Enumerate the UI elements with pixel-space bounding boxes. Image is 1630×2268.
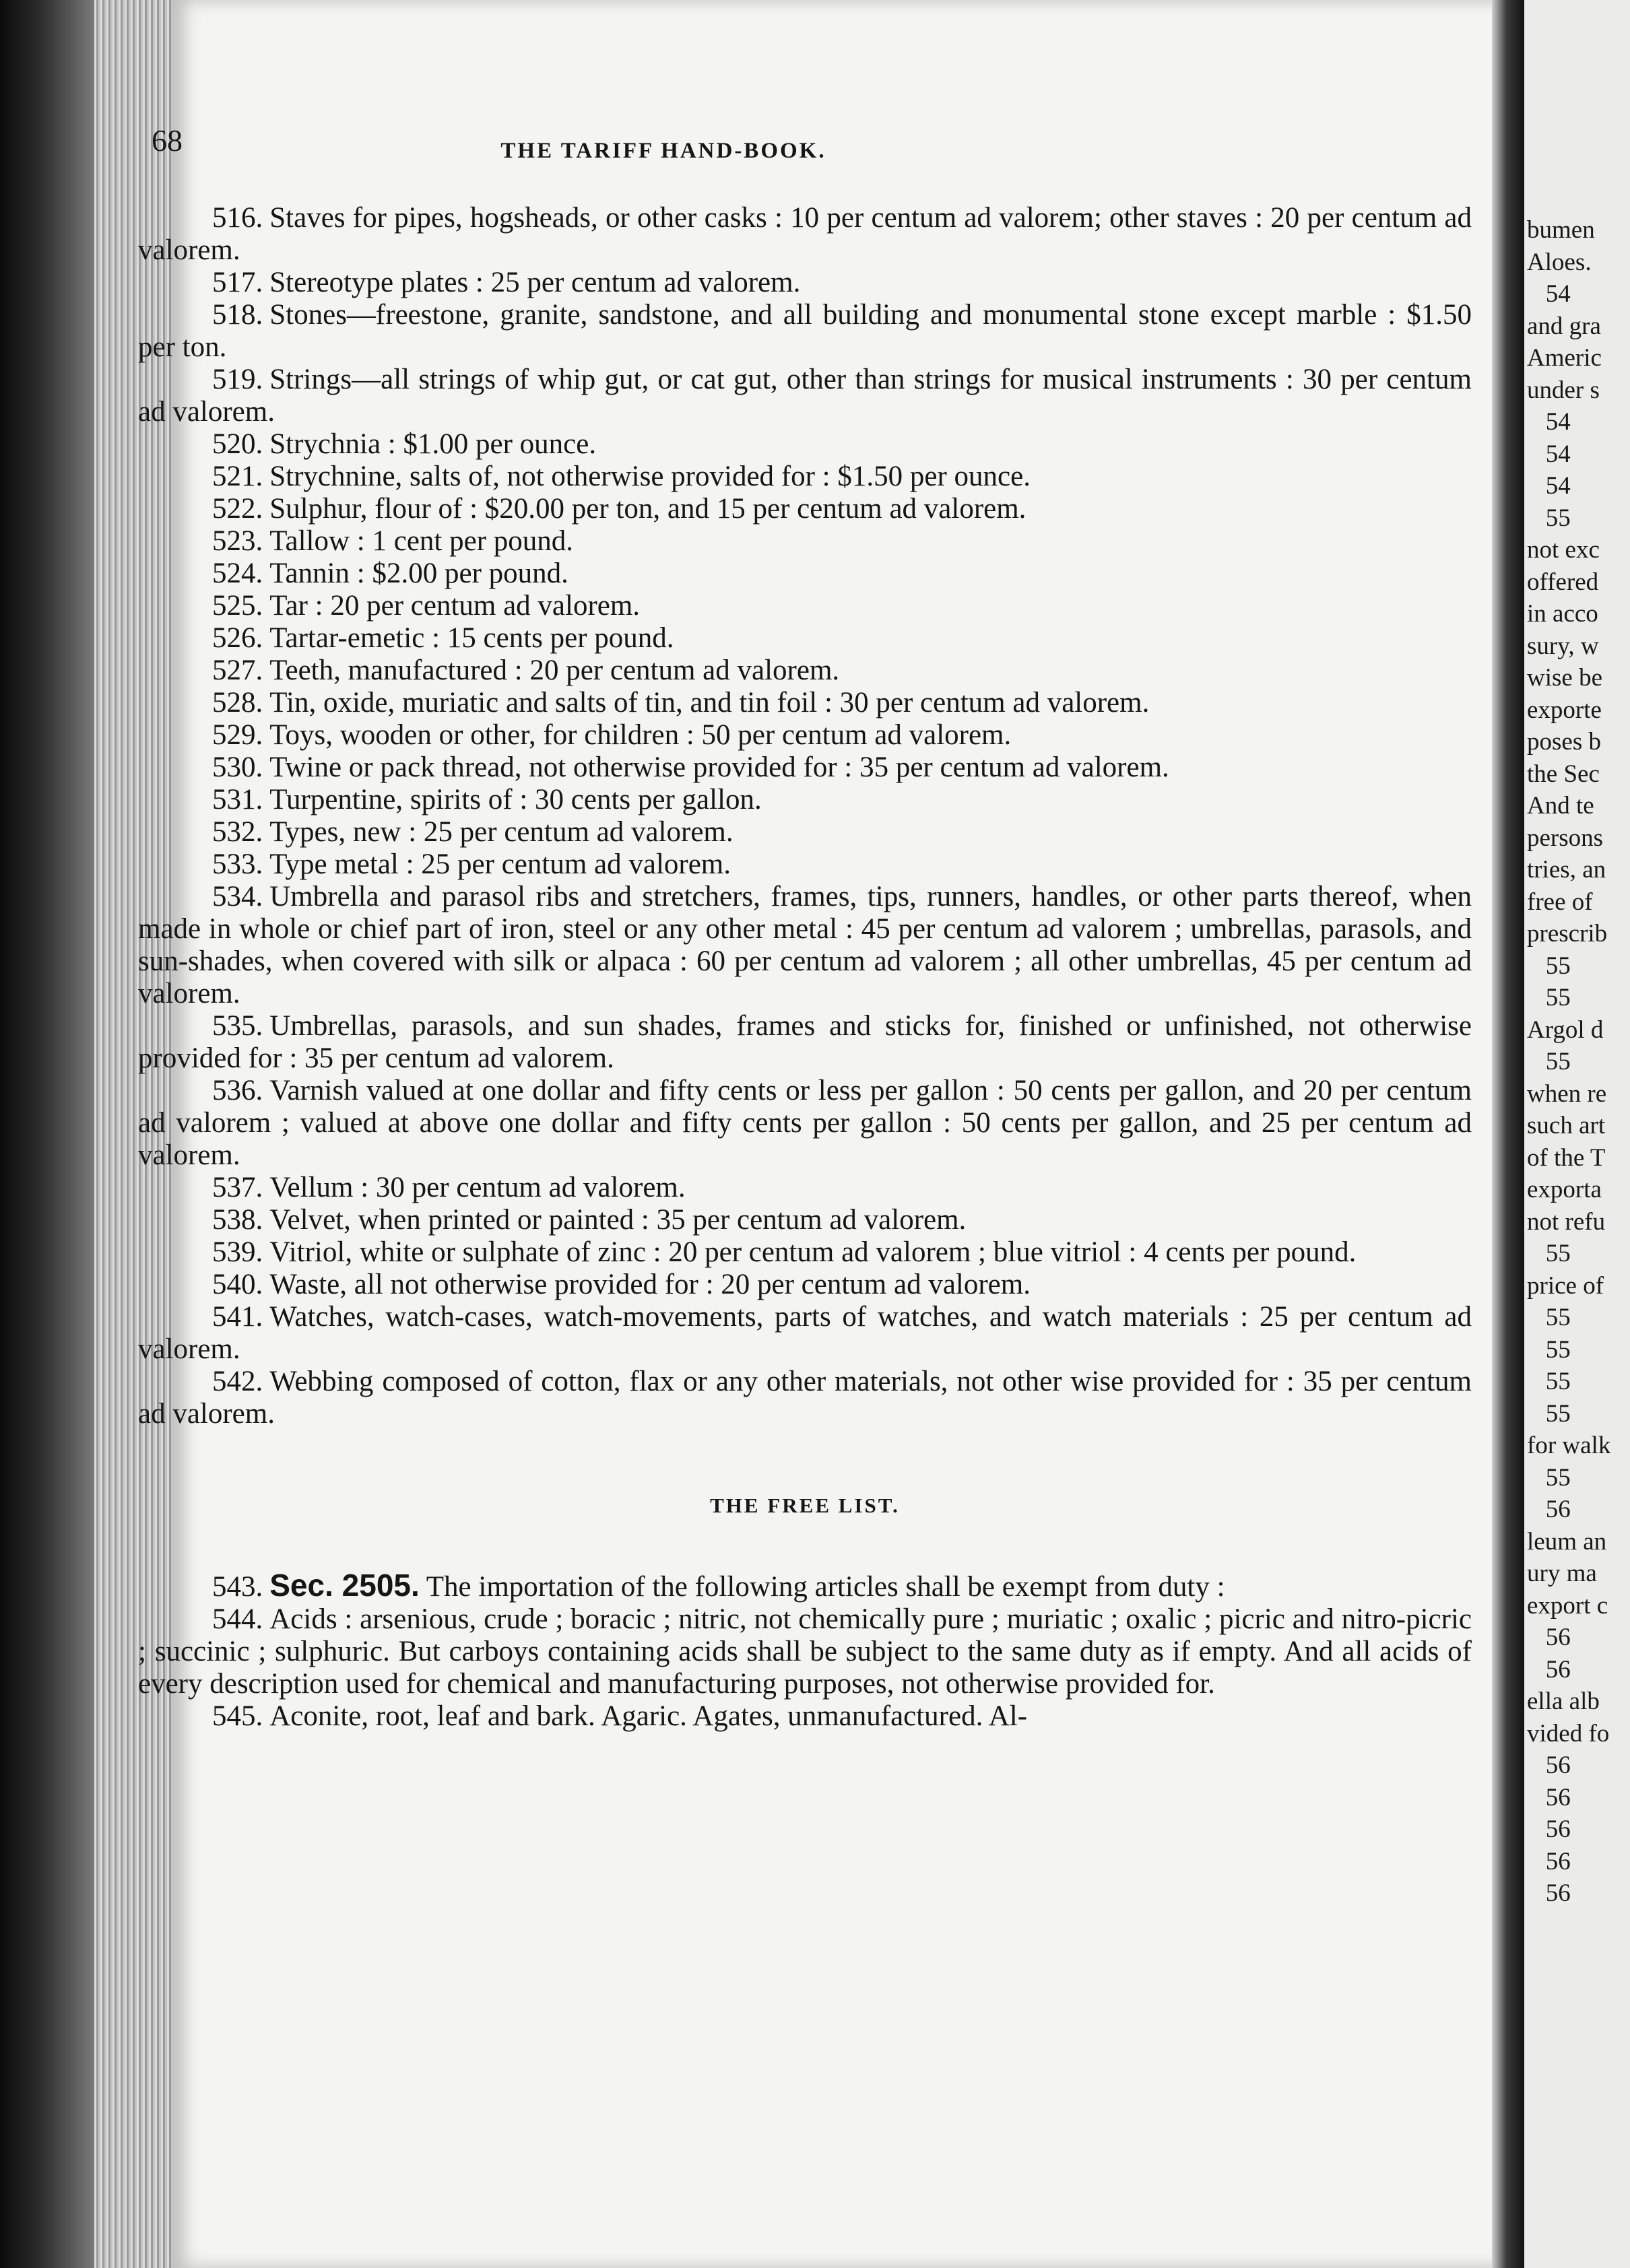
entry-number: 530. bbox=[212, 752, 263, 783]
tariff-entry bbox=[138, 428, 1472, 461]
right-page-line: vided fo bbox=[1527, 1719, 1610, 1747]
right-page-line: prescrib bbox=[1527, 920, 1608, 947]
right-page-line: tries, an bbox=[1527, 856, 1606, 883]
tariff-entry bbox=[138, 719, 1472, 752]
entry-number: 543. bbox=[212, 1571, 263, 1603]
right-page-line: 56 bbox=[1527, 1879, 1571, 1907]
tariff-entry bbox=[138, 1603, 1472, 1700]
entry-text: Toys, wooden or other, for children : 50 per centum ad valorem. bbox=[269, 719, 1012, 751]
right-page-line: 54 bbox=[1527, 440, 1571, 468]
entry-number: 532. bbox=[212, 816, 263, 848]
entry-number: 528. bbox=[212, 687, 263, 719]
page-number: 68 bbox=[152, 123, 183, 158]
entry-number: 540. bbox=[212, 1269, 263, 1300]
right-page-line: and gra bbox=[1527, 312, 1601, 340]
entry-number: 521. bbox=[212, 461, 263, 492]
entry-number: 537. bbox=[212, 1172, 263, 1203]
right-page-line: 55 bbox=[1527, 1304, 1571, 1331]
entry-text: Stones—freestone, granite, sandstone, and all building and monumental stone except marble : $1.50 per ton. bbox=[138, 299, 1472, 363]
entry-text: Acids : arsenious, crude ; boracic ; nitric, not chemically pure ; muriatic ; oxalic ; picric and nitro-picric ; succinic ; sulphuric. But carboys containing acids shall be subject to the same duty as if empty. And all acids of every description used for chemical and manufacturing purposes, not otherwise provided for. bbox=[138, 1603, 1472, 1700]
tariff-entry bbox=[138, 1700, 1472, 1733]
tariff-entry bbox=[138, 1569, 1472, 1603]
tariff-entry bbox=[138, 622, 1472, 655]
entry-text: Strychnine, salts of, not otherwise provided for : $1.50 per ounce. bbox=[269, 461, 1031, 492]
right-page-fragment bbox=[1524, 0, 1630, 2268]
tariff-entry bbox=[138, 881, 1472, 1010]
entry-text: Tallow : 1 cent per pound. bbox=[269, 525, 574, 557]
entry-number: 542. bbox=[212, 1366, 263, 1397]
entry-number: 522. bbox=[212, 493, 263, 525]
entry-text: Vellum : 30 per centum ad valorem. bbox=[269, 1172, 686, 1203]
right-page-line: 55 bbox=[1527, 952, 1571, 980]
entry-text: Tannin : $2.00 per pound. bbox=[269, 558, 568, 589]
right-page-line: 55 bbox=[1527, 984, 1571, 1011]
tariff-entry bbox=[138, 1301, 1472, 1366]
right-page-line: 54 bbox=[1527, 408, 1571, 436]
right-page-line: 55 bbox=[1527, 1240, 1571, 1267]
tariff-entry bbox=[138, 558, 1472, 590]
right-page-line: not exc bbox=[1527, 536, 1600, 564]
entry-text: Types, new : 25 per centum ad valorem. bbox=[269, 816, 734, 848]
tariff-entry bbox=[138, 299, 1472, 364]
tariff-entry bbox=[138, 1269, 1472, 1301]
entry-number: 523. bbox=[212, 525, 263, 557]
right-page-line: persons bbox=[1527, 824, 1604, 852]
right-page-line: price of bbox=[1527, 1271, 1604, 1300]
entry-text: Teeth, manufactured : 20 per centum ad valorem. bbox=[269, 655, 840, 686]
right-page-line: exporte bbox=[1527, 696, 1602, 724]
entry-text: Aconite, root, leaf and bark. Agaric. Agates, unmanufactured. Al- bbox=[269, 1700, 1028, 1732]
entry-text: Sulphur, flour of : $20.00 per ton, and 15 per centum ad valorem. bbox=[269, 493, 1026, 525]
right-page-line: 56 bbox=[1527, 1783, 1571, 1811]
tariff-entry bbox=[138, 752, 1472, 784]
right-page-line: ella alb bbox=[1527, 1688, 1600, 1715]
right-page-line: bumen bbox=[1527, 216, 1595, 244]
right-page-line: free of bbox=[1527, 888, 1593, 916]
right-page-line: of the T bbox=[1527, 1143, 1606, 1172]
entry-number: 535. bbox=[212, 1010, 263, 1042]
right-page-line: 55 bbox=[1527, 1399, 1571, 1428]
entry-number: 518. bbox=[212, 299, 263, 331]
tariff-entry bbox=[138, 267, 1472, 299]
running-head: THE TARIFF HAND-BOOK. bbox=[500, 139, 826, 163]
right-page-line: 55 bbox=[1527, 1368, 1571, 1395]
tariff-entry bbox=[138, 1172, 1472, 1204]
right-page-line: Americ bbox=[1527, 344, 1602, 372]
tariff-entry bbox=[138, 687, 1472, 719]
entry-text: Velvet, when printed or painted : 35 per centum ad valorem. bbox=[269, 1204, 967, 1236]
entry-number: 516. bbox=[212, 202, 263, 234]
entry-number: 524. bbox=[212, 558, 263, 589]
tariff-entry bbox=[138, 816, 1472, 848]
tariff-entries bbox=[138, 202, 1472, 1430]
tariff-entry bbox=[138, 1010, 1472, 1075]
right-page-line: 55 bbox=[1527, 504, 1571, 532]
tariff-entry bbox=[138, 525, 1472, 558]
right-page-line: Aloes. bbox=[1527, 248, 1592, 276]
entry-text: Type metal : 25 per centum ad valorem. bbox=[269, 848, 731, 880]
right-page-line: And te bbox=[1527, 792, 1594, 820]
right-page-line: when re bbox=[1527, 1079, 1607, 1108]
right-page-line: 54 bbox=[1527, 472, 1571, 500]
entry-number: 520. bbox=[212, 428, 263, 460]
entry-number: 544. bbox=[212, 1603, 263, 1635]
right-page-line: 56 bbox=[1527, 1655, 1571, 1683]
entry-text: Twine or pack thread, not otherwise provided for : 35 per centum ad valorem. bbox=[269, 752, 1169, 783]
right-page-line: leum an bbox=[1527, 1527, 1607, 1556]
tariff-text bbox=[138, 202, 1472, 1733]
right-page-line: 56 bbox=[1527, 1847, 1571, 1875]
tariff-entry bbox=[138, 590, 1472, 622]
tariff-entry bbox=[138, 461, 1472, 493]
tariff-entry bbox=[138, 1236, 1472, 1269]
right-page-line: exporta bbox=[1527, 1176, 1602, 1203]
entry-text: Vitriol, white or sulphate of zinc : 20 per centum ad valorem ; blue vitriol : 4 cents per pound. bbox=[269, 1236, 1357, 1268]
right-page-line: not refu bbox=[1527, 1207, 1606, 1236]
entry-text: Strings—all strings of whip gut, or cat gut, other than strings for musical instruments : 30 per centum ad valorem. bbox=[138, 364, 1472, 428]
right-page-line: in acco bbox=[1527, 600, 1598, 628]
entry-number: 538. bbox=[212, 1204, 263, 1236]
right-page-line: sury, w bbox=[1527, 632, 1599, 660]
entry-number: 541. bbox=[212, 1301, 263, 1333]
entry-number: 517. bbox=[212, 267, 263, 298]
entry-text: Staves for pipes, hogsheads, or other casks : 10 per centum ad valorem; other staves : 20 per centum ad valorem. bbox=[138, 202, 1472, 266]
entry-number: 539. bbox=[212, 1236, 263, 1268]
entry-number: 519. bbox=[212, 364, 263, 395]
entry-text: Umbrellas, parasols, and sun shades, frames and sticks for, finished or unfinished, not otherwise provided for : 35 per centum ad valorem. bbox=[138, 1010, 1472, 1074]
entry-text: Umbrella and parasol ribs and stretchers, frames, tips, runners, handles, or other parts thereof, when made in whole or chief part of iron, steel or any other metal : 45 per centum ad valorem ; umbrellas, parasols, and sun-shades, when covered with silk or alpaca : 60 per centum ad valorem ; all other umbrellas, 45 per centum ad valorem. bbox=[138, 881, 1472, 1009]
tariff-entry bbox=[138, 364, 1472, 428]
entry-number: 533. bbox=[212, 848, 263, 880]
right-page-line: ury ma bbox=[1527, 1560, 1597, 1587]
entry-number: 527. bbox=[212, 655, 263, 686]
tariff-entry bbox=[138, 848, 1472, 881]
entry-text: Tar : 20 per centum ad valorem. bbox=[269, 590, 641, 622]
entry-text: Tin, oxide, muriatic and salts of tin, and tin foil : 30 per centum ad valorem. bbox=[269, 687, 1150, 719]
entry-text: Varnish valued at one dollar and fifty cents or less per gallon : 50 cents per gallon, and 20 per centum ad valorem ; valued at above one dollar and fifty cents per gallon : 50 cents per gallon, and 25 per centum ad valorem. bbox=[138, 1075, 1472, 1171]
tariff-entry bbox=[138, 1204, 1472, 1236]
right-page-line: 56 bbox=[1527, 1815, 1571, 1843]
tariff-entry bbox=[138, 784, 1472, 816]
tariff-entry bbox=[138, 1075, 1472, 1172]
right-page-text bbox=[1527, 214, 1630, 1910]
right-page-line: Argol d bbox=[1527, 1015, 1604, 1044]
right-page-line: offered bbox=[1527, 568, 1599, 596]
book-spine-shadow bbox=[0, 0, 108, 2268]
tariff-entry bbox=[138, 493, 1472, 525]
right-page-line: 56 bbox=[1527, 1624, 1571, 1651]
right-page-line: 55 bbox=[1527, 1335, 1571, 1364]
entry-number: 531. bbox=[212, 784, 263, 815]
right-page-line: 54 bbox=[1527, 280, 1571, 308]
right-page-line: 56 bbox=[1527, 1752, 1571, 1779]
right-page-line: the Sec bbox=[1527, 760, 1600, 788]
entry-text: Stereotype plates : 25 per centum ad valorem. bbox=[269, 267, 801, 298]
right-page-line: such art bbox=[1527, 1112, 1606, 1139]
entry-number: 545. bbox=[212, 1700, 263, 1732]
entry-text: Webbing composed of cotton, flax or any other materials, not other wise provided for : 35 per centum ad valorem. bbox=[138, 1366, 1472, 1430]
book-gutter bbox=[1492, 0, 1524, 2268]
tariff-entry bbox=[138, 655, 1472, 687]
entry-text: The importation of the following articles shall be exempt from duty : bbox=[426, 1571, 1225, 1603]
right-page-line: export c bbox=[1527, 1591, 1608, 1620]
right-page-line: poses b bbox=[1527, 728, 1601, 756]
right-page-line: 55 bbox=[1527, 1048, 1571, 1075]
free-list-title: THE FREE LIST. bbox=[710, 1494, 900, 1517]
right-page-line: under s bbox=[1527, 376, 1600, 404]
section-reference: Sec. 2505. bbox=[269, 1568, 420, 1603]
tariff-entry bbox=[138, 1366, 1472, 1430]
entry-number: 536. bbox=[212, 1075, 263, 1106]
right-page-line: for walk bbox=[1527, 1432, 1611, 1459]
right-page-line: 56 bbox=[1527, 1496, 1571, 1523]
right-page-line: 55 bbox=[1527, 1463, 1571, 1492]
entry-number: 529. bbox=[212, 719, 263, 751]
entry-text: Turpentine, spirits of : 30 cents per gallon. bbox=[269, 784, 762, 815]
entry-number: 526. bbox=[212, 622, 263, 654]
entry-text: Tartar-emetic : 15 cents per pound. bbox=[269, 622, 674, 654]
entry-text: Watches, watch-cases, watch-movements, parts of watches, and watch materials : 25 per centum ad valorem. bbox=[138, 1301, 1472, 1365]
tariff-entry bbox=[138, 202, 1472, 267]
entry-number: 534. bbox=[212, 881, 263, 912]
entry-text: Strychnia : $1.00 per ounce. bbox=[269, 428, 597, 460]
entry-number: 525. bbox=[212, 590, 263, 622]
right-page-line: wise be bbox=[1527, 664, 1602, 692]
free-list-entries bbox=[138, 1569, 1472, 1733]
entry-text: Waste, all not otherwise provided for : 20 per centum ad valorem. bbox=[269, 1269, 1031, 1300]
